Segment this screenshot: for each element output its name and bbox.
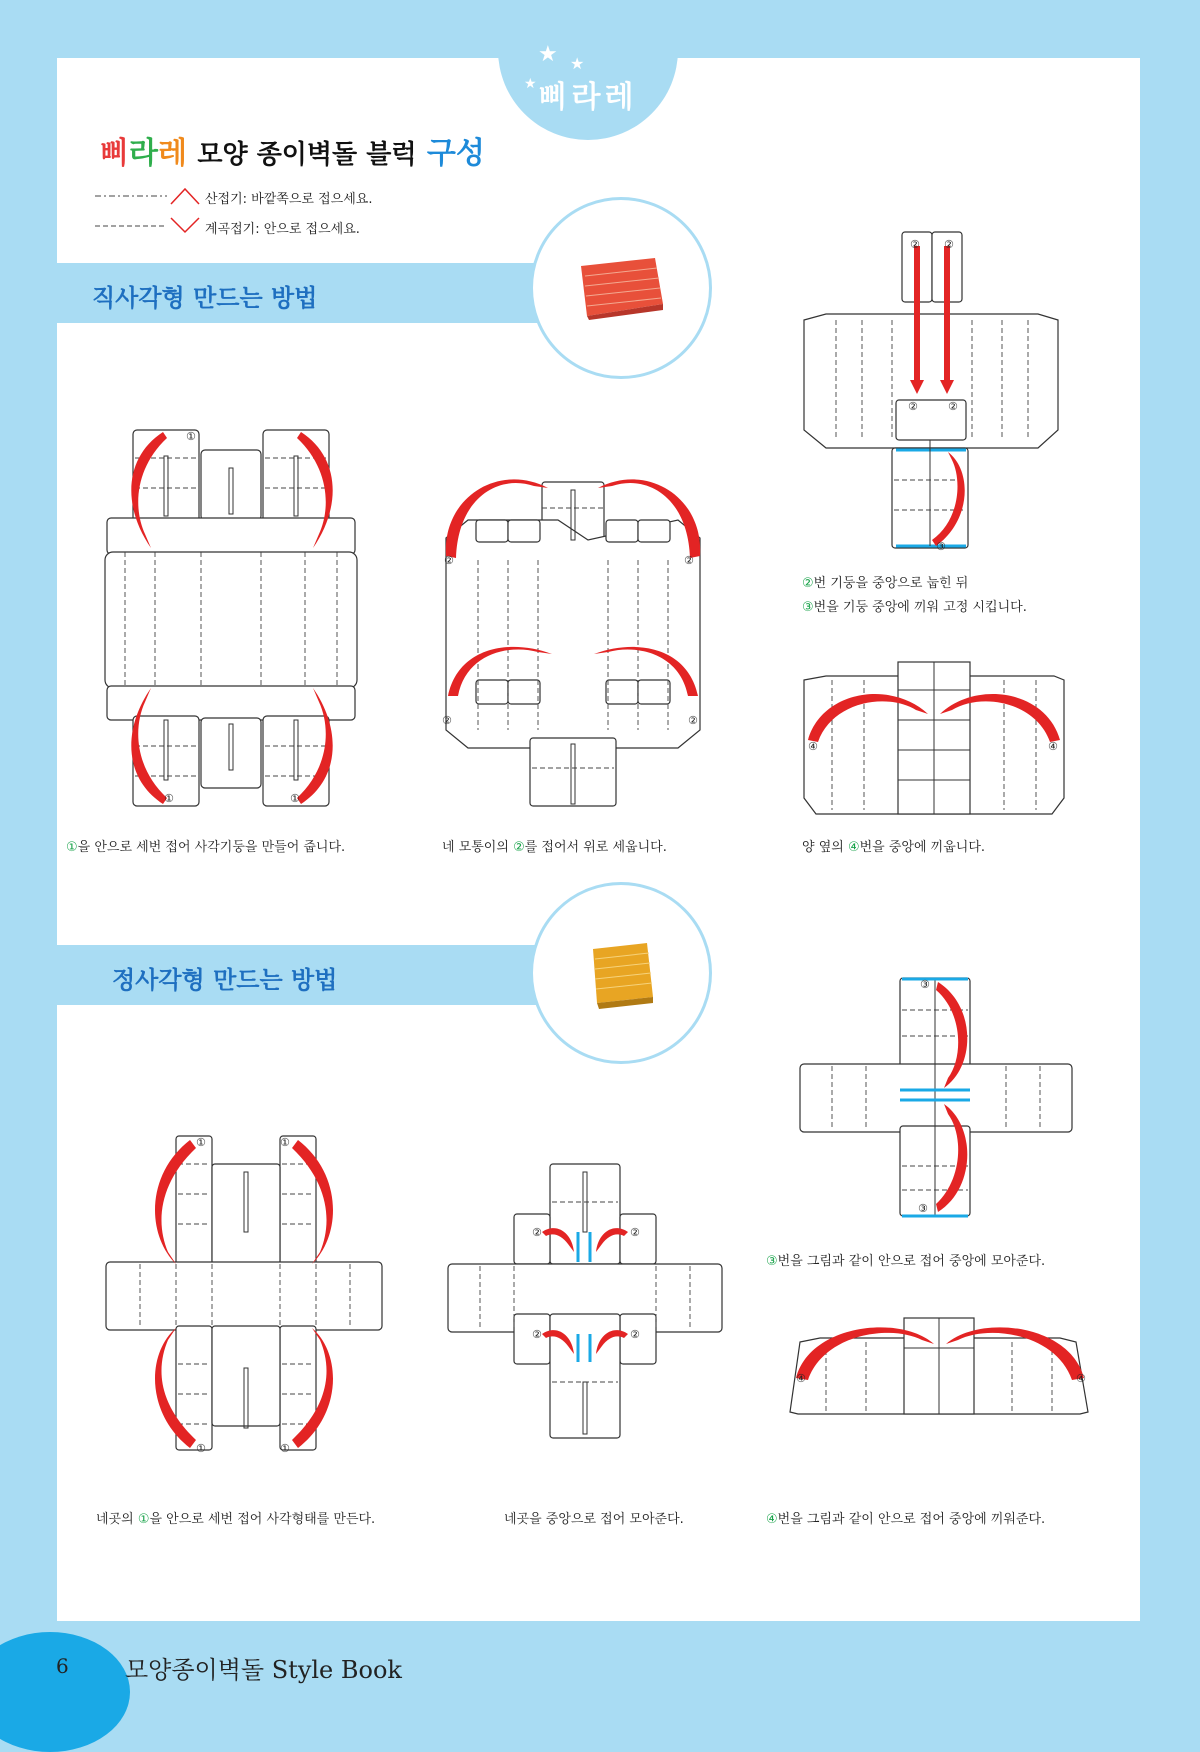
page-number: 6 (56, 1654, 69, 1678)
square-step2-caption: 네곳을 중앙으로 접어 모아준다. (504, 1512, 684, 1527)
square-step3-caption: ③번을 그림과 같이 안으로 접어 중앙에 모아준다. (766, 1254, 1046, 1269)
marker-2: ② (688, 714, 698, 727)
rect-step2-caption: 네 모통이의 ②를 접어서 위로 세웁니다. (442, 840, 667, 855)
rect-step3-caption-line1: ②번 기둥을 중앙으로 눕힌 뒤 (802, 576, 969, 591)
square-step4-caption: ④번을 그림과 같이 안으로 접어 중앙에 끼워준다. (766, 1512, 1046, 1527)
star-icon: ★ (570, 54, 585, 73)
rect-step4-diagram (802, 660, 1072, 820)
square-step3-diagram (798, 976, 1074, 1220)
fold-legend-icons (95, 182, 205, 242)
marker-4: ④ (808, 740, 818, 753)
marker-2: ② (944, 238, 954, 251)
rect-step3-caption-line2: ③번을 기둥 중앙에 끼워 고정 시킵니다. (802, 600, 1027, 615)
footer-book-title: 모양종이벽돌 Style Book (125, 1656, 402, 1684)
marker-1: ① (280, 1442, 290, 1455)
yellow-brick-image (589, 941, 659, 1011)
star-icon: ★ (524, 76, 537, 92)
rect-step4-caption: 양 옆의 ④번을 중앙에 끼웁니다. (802, 840, 986, 855)
marker-3: ③ (918, 1202, 928, 1215)
product-image-circle (530, 197, 712, 379)
title-part: 라 (128, 136, 158, 171)
marker-1: ① (196, 1136, 206, 1149)
marker-2: ② (910, 238, 920, 251)
star-icon: ★ (538, 42, 558, 67)
marker-1: ① (196, 1442, 206, 1455)
marker-2: ② (630, 1328, 640, 1341)
title-part: 레 (157, 136, 187, 171)
marker-2: ② (532, 1328, 542, 1341)
marker-2: ② (948, 400, 958, 413)
square-step1-caption: 네곳의 ①을 안으로 세번 접어 사각형태를 만든다. (96, 1512, 376, 1527)
square-step1-diagram (106, 1134, 386, 1454)
legend-mountain: 산접기: 바깥쪽으로 접으세요. (205, 192, 373, 207)
marker-4: ④ (1076, 1372, 1086, 1385)
rect-step1-caption: ①을 안으로 세번 접어 사각기둥을 만들어 줍니다. (66, 840, 346, 855)
rect-step3-diagram (802, 230, 1062, 560)
red-brick-image (575, 256, 665, 320)
title-part: 구성 (426, 136, 485, 171)
rect-step2-diagram (438, 468, 708, 808)
marker-3: ③ (936, 540, 946, 553)
title-part: 모양 종이벽돌 블럭 (197, 140, 417, 170)
brand-logo: 삐라레 (538, 80, 638, 115)
marker-1: ① (280, 1136, 290, 1149)
page-title (100, 128, 485, 172)
marker-2: ② (444, 554, 454, 567)
marker-1: ① (164, 792, 174, 805)
marker-2: ② (442, 714, 452, 727)
rect-step1-diagram (105, 428, 355, 808)
legend-valley: 계곡접기: 안으로 접으세요. (205, 222, 360, 237)
marker-2: ② (630, 1226, 640, 1239)
section-title-rect: 직사각형 만드는 방법 (92, 284, 318, 312)
marker-1: ① (186, 430, 196, 443)
marker-1: ① (290, 792, 300, 805)
marker-2: ② (684, 554, 694, 567)
footer-page-badge (0, 1632, 130, 1752)
section-title-square: 정사각형 만드는 방법 (112, 966, 338, 994)
marker-2: ② (532, 1226, 542, 1239)
title-part: 삐 (100, 136, 129, 171)
product-image-circle (530, 882, 712, 1064)
marker-2: ② (908, 400, 918, 413)
marker-4: ④ (796, 1372, 806, 1385)
marker-3: ③ (920, 978, 930, 991)
square-step2-diagram (446, 1162, 726, 1442)
square-step4-diagram (790, 1314, 1090, 1434)
marker-4: ④ (1048, 740, 1058, 753)
